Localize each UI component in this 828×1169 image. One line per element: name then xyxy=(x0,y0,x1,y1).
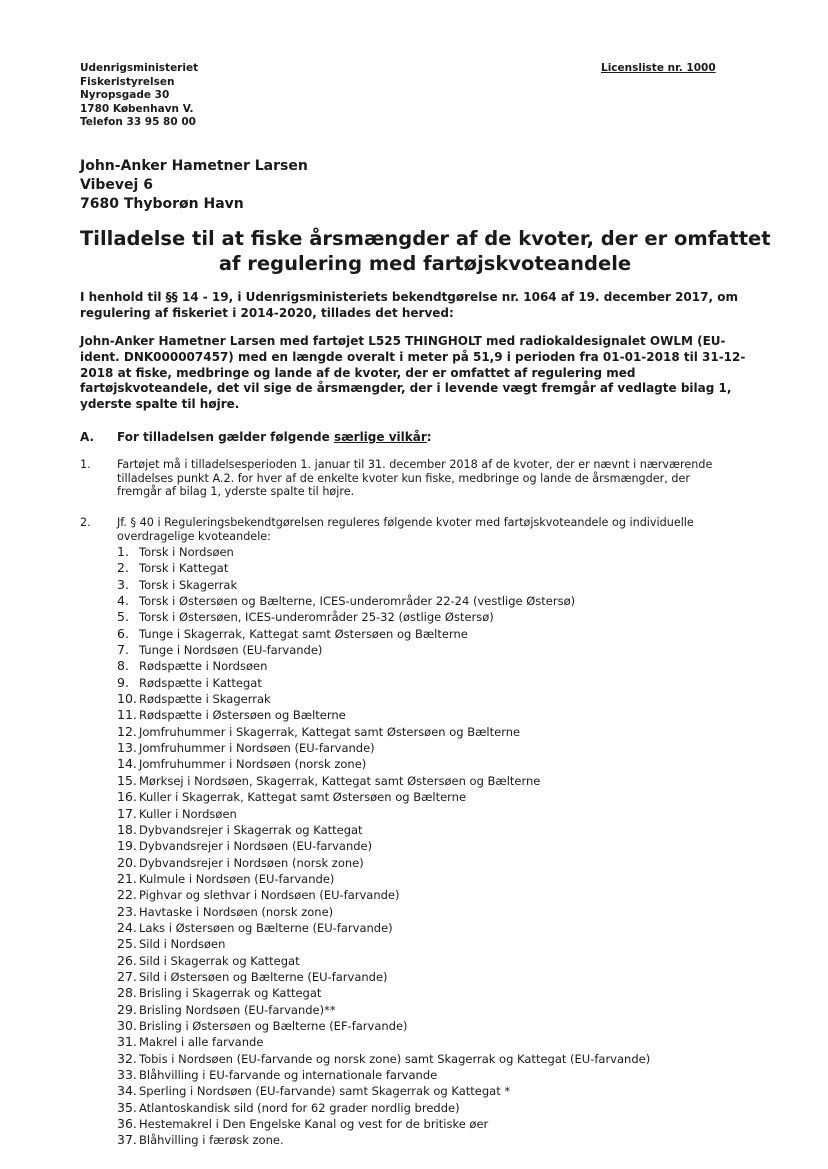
quota-item xyxy=(117,626,650,642)
quota-number: 33. xyxy=(117,1067,137,1082)
quota-item xyxy=(117,773,650,789)
quota-label: Tunge i Nordsøen (EU-farvande) xyxy=(139,643,323,658)
quota-label: Atlantoskandisk sild (nord for 62 grader nordlig bredde) xyxy=(139,1100,460,1115)
quota-label: Jomfruhummer i Nordsøen (norsk zone) xyxy=(139,757,367,772)
quota-item xyxy=(117,1132,650,1148)
quota-number: 2. xyxy=(117,560,129,576)
quota-item xyxy=(117,1034,650,1050)
recipient-line: John-Anker Hametner Larsen xyxy=(80,158,308,174)
quota-number: 4. xyxy=(117,593,129,609)
quota-item xyxy=(117,1116,650,1132)
point-1-number: 1. xyxy=(80,458,91,471)
quota-number: 5. xyxy=(117,609,129,625)
quota-item xyxy=(117,936,650,952)
quota-number: 30. xyxy=(117,1017,137,1033)
quota-number: 21. xyxy=(117,870,137,886)
quota-number: 25. xyxy=(117,936,137,952)
quota-item xyxy=(117,658,650,674)
quota-label: Jomfruhummer i Skagerrak, Kattegat samt Østersøen og Bælterne xyxy=(139,724,521,739)
quota-item xyxy=(117,740,650,756)
quota-number: 8. xyxy=(117,658,129,674)
quota-item xyxy=(117,953,650,969)
quota-number: 6. xyxy=(117,625,129,641)
quota-label: Brisling i Skagerrak og Kattegat xyxy=(139,986,322,1001)
quota-item xyxy=(117,969,650,985)
quota-label: Blåhvilling i EU-farvande og internationale farvande xyxy=(139,1068,438,1082)
point-line: Jf. § 40 i Reguleringsbekendtgørelsen reguleres følgende kvoter med fartøjskvoteandele og individuelle xyxy=(117,516,694,529)
quota-item xyxy=(117,838,650,854)
quota-item xyxy=(117,691,650,707)
quota-number: 23. xyxy=(117,903,137,919)
sender-address xyxy=(80,62,198,130)
quota-number: 36. xyxy=(117,1116,137,1132)
quota-number: 17. xyxy=(117,805,137,821)
section-a-underlined: særlige vilkår xyxy=(333,430,427,444)
sender-line: Nyropsgade 30 xyxy=(80,89,170,102)
quota-number: 29. xyxy=(117,1001,137,1017)
quota-label: Dybvandsrejer i Nordsøen (norsk zone) xyxy=(139,855,364,870)
quota-item xyxy=(117,887,650,903)
quota-label: Kulmule i Nordsøen (EU-farvande) xyxy=(139,871,335,886)
quota-label: Dybvandsrejer i Nordsøen (EU-farvande) xyxy=(139,839,373,854)
quota-label: Torsk i Kattegat xyxy=(139,561,229,576)
quota-number: 35. xyxy=(117,1099,137,1115)
quota-label: Torsk i Østersøen og Bælterne, ICES-underområder 22-24 (vestlige Østersø) xyxy=(139,594,576,609)
quota-item xyxy=(117,1083,650,1099)
quota-label: Torsk i Skagerrak xyxy=(139,577,238,592)
quota-label: Brisling Nordsøen (EU-farvande)** xyxy=(139,1002,336,1017)
quota-item xyxy=(117,707,650,723)
quota-number: 22. xyxy=(117,887,137,903)
point-2-number: 2. xyxy=(80,516,91,529)
quota-item xyxy=(117,871,650,887)
quota-label: Rødspætte i Nordsøen xyxy=(139,659,268,674)
quota-number: 12. xyxy=(117,723,137,739)
quota-label: Kuller i Skagerrak, Kattegat samt Østersøen og Bælterne xyxy=(139,790,467,805)
quota-label: Tobis i Nordsøen (EU-farvande og norsk zone) samt Skagerrak og Kattegat (EU-farvande) xyxy=(139,1051,651,1066)
quota-number: 18. xyxy=(117,821,137,837)
section-a-heading xyxy=(117,430,432,444)
quota-item xyxy=(117,822,650,838)
section-a-letter: A. xyxy=(80,430,95,444)
quota-number: 26. xyxy=(117,952,137,968)
quota-label: Hestemakrel i Den Engelske Kanal og vest for de britiske øer xyxy=(139,1117,489,1132)
quota-label: Rødspætte i Østersøen og Bælterne xyxy=(139,708,346,723)
quota-number: 37. xyxy=(117,1132,137,1148)
quota-number: 15. xyxy=(117,772,137,788)
paragraph-line: I henhold til §§ 14 - 19, i Udenrigsministeriets bekendtgørelse nr. 1064 af 19. december 2017, om xyxy=(80,290,738,304)
quota-label: Pighvar og slethvar i Nordsøen (EU-farvande) xyxy=(139,888,400,903)
point-line: Fartøjet må i tilladelsesperioden 1. januar til 31. december 2018 af de kvoter, der er nævnt i nærværende xyxy=(117,458,713,471)
quota-label: Laks i Østersøen og Bælterne (EU-farvande) xyxy=(139,920,393,935)
quota-label: Torsk i Nordsøen xyxy=(139,545,234,559)
recipient-line: 7680 Thyborøn Havn xyxy=(80,196,244,212)
paragraph-line: ident. DNK000007457) med en længde overalt i meter på 51,9 i perioden fra 01-01-2018 til 31-12- xyxy=(80,349,746,364)
intro-paragraph xyxy=(80,290,738,322)
quota-item xyxy=(117,1002,650,1018)
sender-line: Telefon 33 95 80 00 xyxy=(80,116,196,129)
paragraph-line: yderste spalte til højre. xyxy=(80,397,240,412)
quota-item xyxy=(117,1018,650,1034)
quota-item xyxy=(117,593,650,609)
quota-number: 24. xyxy=(117,919,137,935)
quota-label: Mørksej i Nordsøen, Skagerrak, Kattegat samt Østersøen og Bælterne xyxy=(139,773,541,788)
quota-item xyxy=(117,920,650,936)
point-line: fremgår af bilag 1, yderste spalte til højre. xyxy=(117,485,355,499)
quota-number: 32. xyxy=(117,1050,137,1066)
paragraph-line: regulering af fiskeriet i 2014-2020, tillades det herved: xyxy=(80,305,454,320)
quota-number: 7. xyxy=(117,642,129,658)
quota-number: 14. xyxy=(117,756,137,772)
quota-number: 20. xyxy=(117,854,137,870)
quota-item xyxy=(117,1051,650,1067)
permit-paragraph xyxy=(80,334,745,413)
quota-list xyxy=(117,544,650,1149)
quota-number: 13. xyxy=(117,740,137,756)
quota-label: Brisling i Østersøen og Bælterne (EF-farvande) xyxy=(139,1018,408,1033)
quota-number: 34. xyxy=(117,1083,137,1099)
sender-line: 1780 København V. xyxy=(80,102,194,115)
quota-label: Tunge i Skagerrak, Kattegat samt Østersøen og Bælterne xyxy=(139,626,468,641)
quota-number: 3. xyxy=(117,576,129,592)
quota-label: Dybvandsrejer i Skagerrak og Kattegat xyxy=(139,822,363,837)
quota-label: Sild i Østersøen og Bælterne (EU-farvande) xyxy=(139,969,388,984)
quota-label: Havtaske i Nordsøen (norsk zone) xyxy=(139,904,334,919)
section-a-text: For tilladelsen gælder følgende xyxy=(117,430,334,444)
section-a-colon: : xyxy=(426,430,432,444)
quota-label: Makrel i alle farvande xyxy=(139,1035,264,1050)
point-2-text xyxy=(117,516,694,543)
sender-line: Udenrigsministeriet xyxy=(80,62,199,74)
quota-label: Jomfruhummer i Nordsøen (EU-farvande) xyxy=(139,741,375,756)
point-line: overdragelige kvoteandele: xyxy=(117,529,271,543)
quota-item xyxy=(117,756,650,772)
quota-item xyxy=(117,724,650,740)
quota-item xyxy=(117,609,650,625)
paragraph-line: fartøjskvoteandele, det vil sige de årsmængder, der i levende vægt fremgår af vedlagte bilag 1, xyxy=(80,381,732,396)
title-line: af regulering med fartøjskvoteandele xyxy=(218,252,632,275)
quota-item xyxy=(117,789,650,805)
quota-item xyxy=(117,642,650,658)
quota-item xyxy=(117,904,650,920)
recipient-line: Vibevej 6 xyxy=(80,177,153,193)
quota-label: Kuller i Nordsøen xyxy=(139,806,237,821)
quota-label: Torsk i Østersøen, ICES-underområder 25-32 (østlige Østersø) xyxy=(139,610,494,625)
quota-item xyxy=(117,985,650,1001)
quota-label: Rødspætte i Skagerrak xyxy=(139,692,271,707)
quota-number: 19. xyxy=(117,838,137,854)
quota-number: 1. xyxy=(117,544,129,559)
license-number: Licensliste nr. 1000 xyxy=(601,62,716,74)
quota-item xyxy=(117,675,650,691)
title-line: Tilladelse til at fiske årsmængder af de kvoter, der er omfattet xyxy=(80,227,771,250)
quota-item xyxy=(117,1067,650,1083)
quota-label: Sild i Nordsøen xyxy=(139,937,226,952)
quota-number: 9. xyxy=(117,674,129,690)
quota-item xyxy=(117,806,650,822)
quota-number: 11. xyxy=(117,707,137,723)
quota-item xyxy=(117,577,650,593)
quota-label: Blåhvilling i færøsk zone. xyxy=(139,1133,284,1148)
quota-number: 31. xyxy=(117,1034,137,1050)
document-title xyxy=(80,226,770,276)
quota-label: Sild i Skagerrak og Kattegat xyxy=(139,953,300,968)
quota-label: Rødspætte i Kattegat xyxy=(139,675,262,690)
quota-label: Sperling i Nordsøen (EU-farvande) samt Skagerrak og Kattegat * xyxy=(139,1084,511,1099)
point-line: tilladelses punkt A.2. for hver af de enkelte kvoter kun fiske, medbringe og lande de årsmængder, der xyxy=(117,471,690,485)
quota-number: 16. xyxy=(117,789,137,805)
quota-item xyxy=(117,855,650,871)
quota-item xyxy=(117,1100,650,1116)
quota-item xyxy=(117,544,650,560)
point-1-text xyxy=(117,458,712,499)
quota-number: 28. xyxy=(117,985,137,1001)
quota-item xyxy=(117,560,650,576)
recipient-address xyxy=(80,157,308,214)
sender-line: Fiskeristyrelsen xyxy=(80,75,175,88)
quota-number: 10. xyxy=(117,691,137,707)
paragraph-line: John-Anker Hametner Larsen med fartøjet L525 THINGHOLT med radiokaldesignalet OWLM (EU- xyxy=(80,334,726,348)
paragraph-line: 2018 at fiske, medbringe og lande af de kvoter, der er omfattet af regulering med xyxy=(80,365,636,380)
quota-number: 27. xyxy=(117,968,137,984)
